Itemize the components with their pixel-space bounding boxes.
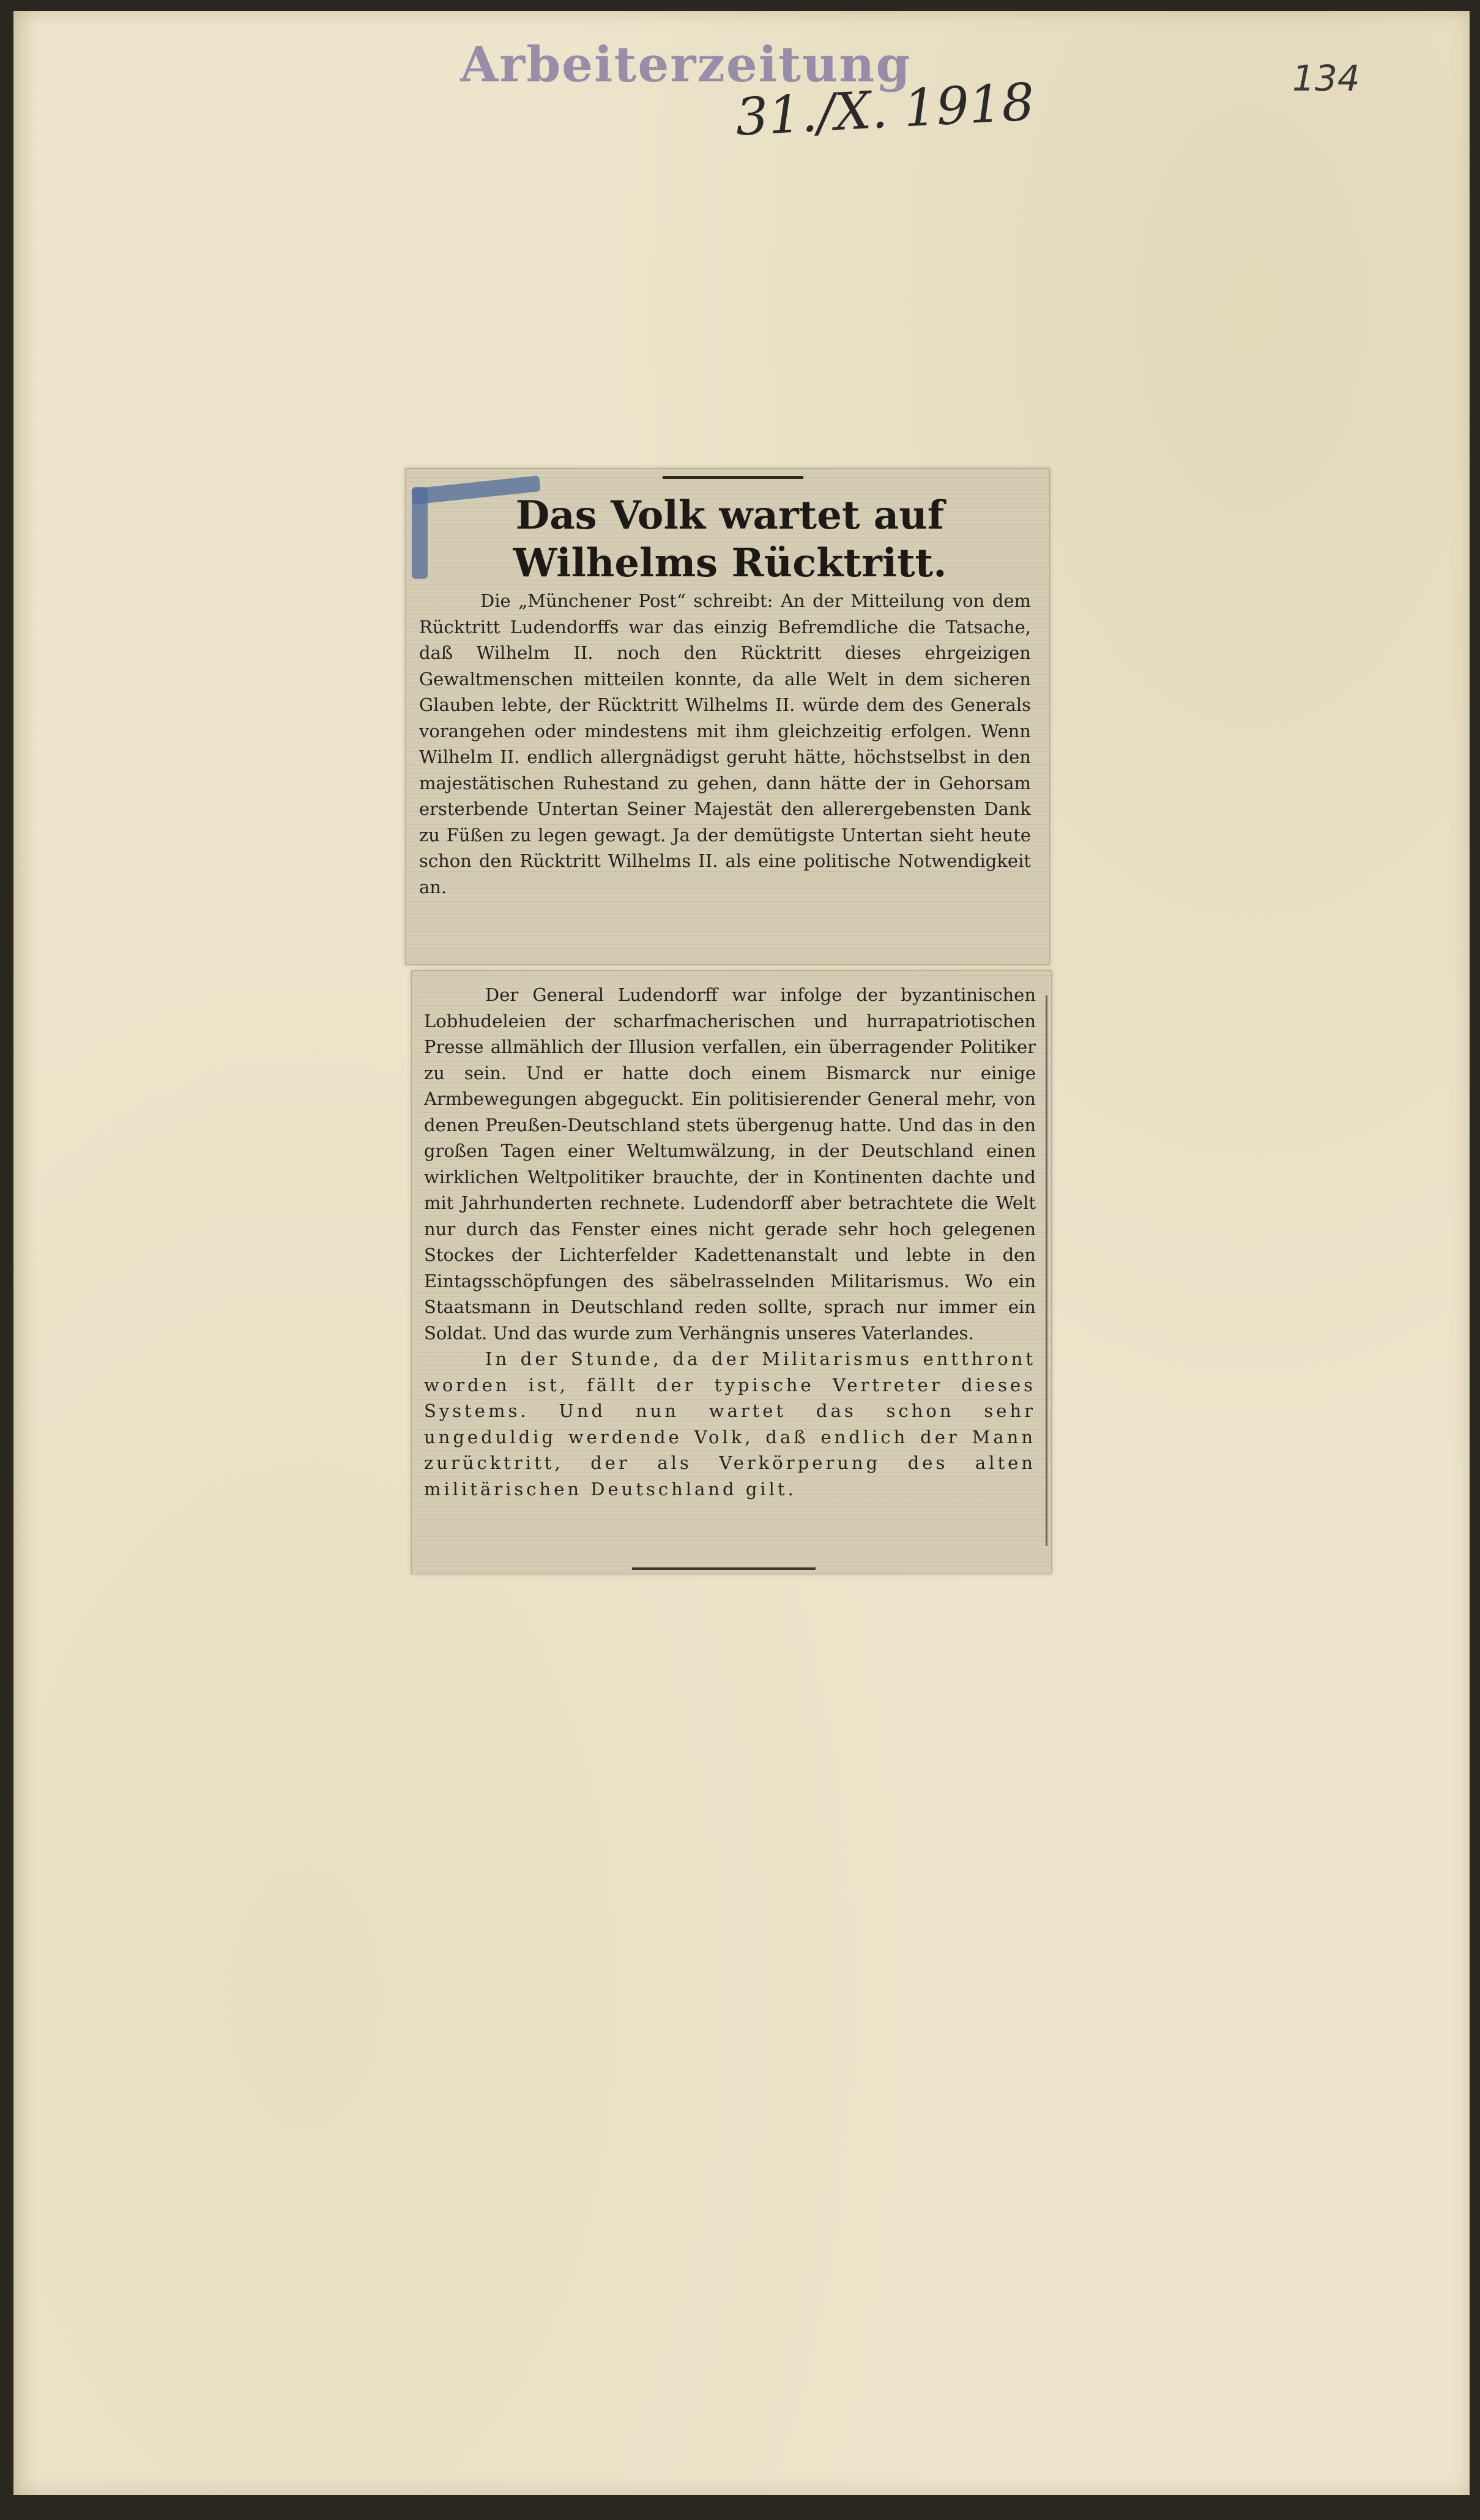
archive-sheet bbox=[13, 11, 1470, 2495]
newspaper-clipping-1 bbox=[405, 468, 1050, 965]
top-rule bbox=[663, 476, 803, 479]
handwritten-date: 31./X. 1918 bbox=[734, 72, 1036, 147]
article-headline: Das Volk wartet auf Wilhelms Rücktritt. bbox=[513, 492, 947, 586]
newspaper-clipping-2 bbox=[411, 970, 1052, 1574]
article-body-2 bbox=[424, 982, 1036, 1502]
column-rule bbox=[1046, 995, 1047, 1546]
page-number: 134 bbox=[1292, 58, 1360, 99]
article-body-1: Die „Münchener Post“ schreibt: An der Mitteilung von dem Rücktritt Ludendorffs war das einzig Befremdliche die Tatsache, daß Wilhelm II. noch den Rücktritt dieses ehrgeizigen Gewaltmenschen mitteilen konnte, da alle Welt in dem sicheren Glauben lebte, der Rücktritt Wilhelms II. würde dem des Generals vorangehen oder mindestens mit ihm gleichzeitig erfolgen. Wenn Wilhelm II. endlich allergnädigst geruht hätte, höchstselbst in den majestätischen Ruhestand zu gehen, dann hätte der in Gehorsam ersterbende Untertan Seiner Majestät den allerergebensten Dank zu Füßen zu legen gewagt. Ja der demütigste Untertan sieht heute schon den Rücktritt Wilhelms II. als eine politische Notwendigkeit an. bbox=[419, 590, 1031, 898]
newspaper-stamp: Arbeiterzeitung bbox=[460, 35, 912, 93]
article-paragraph-2: In der Stunde, da der Militarismus entthront worden ist, fällt der typische Vertreter dieses Systems. Und nun wartet das schon sehr ungeduldig werdende Volk, daß endlich der Mann zurücktritt, der als Verkörperung des alten militärischen Deutschland gilt. bbox=[424, 1348, 1036, 1500]
article-paragraph-1: Der General Ludendorff war infolge der byzantinischen Lobhudeleien der scharfmacherischen und hurrapatriotischen Presse allmählich der Illusion verfallen, ein überragender Politiker zu sein. Und er hatte doch einem Bismarck nur einige Armbewegungen abgeguckt. Ein politisierender General mehr, von denen Preußen-Deutschland stets übergenug hatte. Und das in den großen Tagen einer Weltumwälzung, in der Deutschland einen wirklichen Weltpolitiker brauchte, der in Kontinenten dachte und mit Jahrhunderten rechnete. Ludendorff aber betrachtete die Welt nur durch das Fenster eines nicht gerade sehr hoch gelegenen Stockes der Lichterfelder Kadettenanstalt und lebte in den Eintagsschöpfungen des säbelrasselnden Militarismus. Wo ein Staatsmann in Deutschland reden sollte, sprach nur immer ein Soldat. Und das wurde zum Verhängnis unseres Vaterlandes. bbox=[424, 984, 1036, 1344]
bottom-rule bbox=[632, 1567, 816, 1570]
